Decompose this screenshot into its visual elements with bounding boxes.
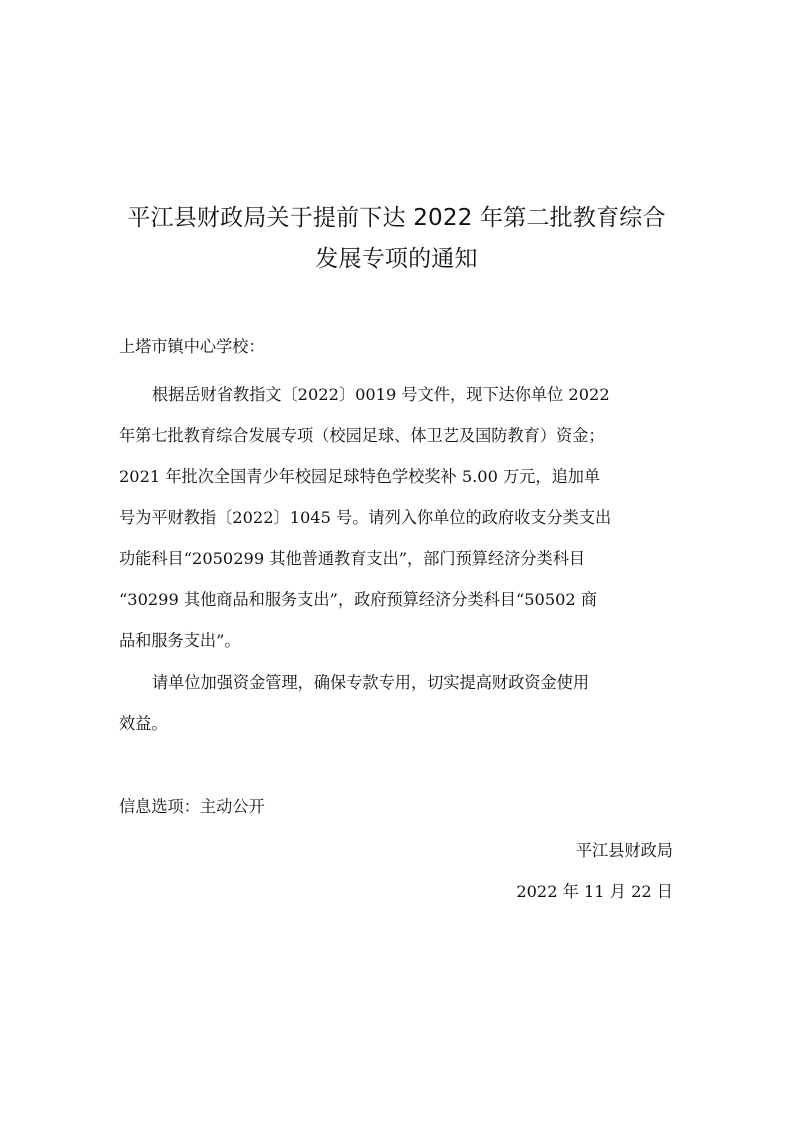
paragraph-line: 号为平财教指〔2022〕1045 号。请列入你单位的政府收支分类支出	[119, 508, 612, 527]
title-line-2: 发展专项的通知	[315, 246, 478, 272]
paragraph-1	[119, 374, 674, 661]
salutation: 上塔市镇中心学校：	[119, 337, 265, 356]
paragraph-line: 请单位加强资金管理，确保专款专用，切实提高财政资金使用	[152, 673, 590, 692]
info-option: 信息选项：主动公开	[119, 797, 265, 816]
paragraph-line: “30299 其他商品和服务支出”，政府预算经济分类科目“50502 商	[119, 590, 598, 609]
title-line-1: 平江县财政局关于提前下达 2022 年第二批教育综合	[127, 205, 666, 231]
paragraph-line: 年第七批教育综合发展专项（校园足球、体卫艺及国防教育）资金；	[119, 426, 605, 445]
paragraph-line: 品和服务支出”。	[119, 631, 241, 650]
paragraph-line: 根据岳财省教指文〔2022〕0019 号文件，现下达你单位 2022	[152, 385, 610, 404]
paragraph-line: 效益。	[119, 714, 168, 733]
paragraph-line: 2021 年批次全国青少年校园足球特色学校奖补 5.00 万元，追加单	[119, 467, 601, 486]
paragraph-line: 功能科目“2050299 其他普通教育支出”，部门预算经济分类科目	[119, 549, 586, 568]
paragraph-2	[119, 662, 674, 744]
document-title	[100, 198, 693, 280]
issue-date: 2022 年 11 月 22 日	[516, 882, 673, 901]
issuer-name: 平江县财政局	[575, 841, 673, 860]
